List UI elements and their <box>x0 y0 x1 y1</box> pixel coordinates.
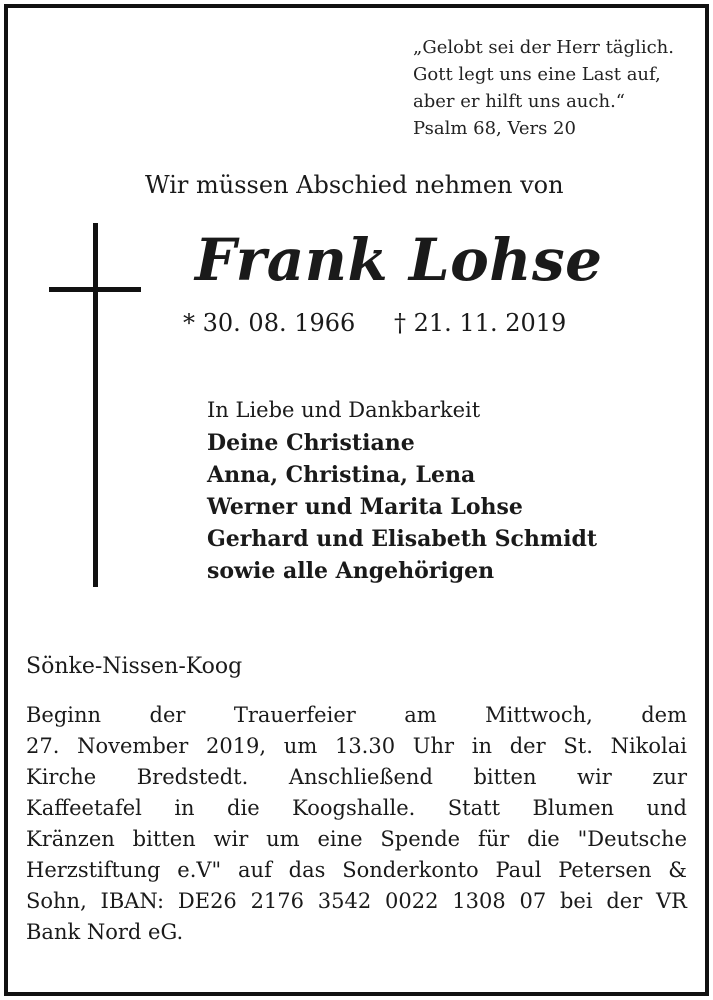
family-member: Gerhard und Elisabeth Schmidt <box>207 526 598 552</box>
funeral-line: 27. November 2019, um 13.30 Uhr in der St. Nikolai <box>26 734 687 758</box>
quote-line: aber er hilft uns auch.“ <box>413 91 626 112</box>
funeral-line: Bank Nord eG. <box>26 920 184 944</box>
quote-source: Psalm 68, Vers 20 <box>413 118 576 139</box>
birth-date: * 30. 08. 1966 <box>183 309 356 337</box>
funeral-line: Beginn der Trauerfeier am Mittwoch, dem <box>26 703 687 727</box>
funeral-line: Kirche Bredstedt. Anschließend bitten wir zur <box>26 765 687 789</box>
family-member: Deine Christiane <box>207 430 415 456</box>
funeral-line: Herzstiftung e.V" auf das Sonderkonto Paul Petersen & <box>26 858 687 882</box>
place-name: Sönke-Nissen-Koog <box>26 654 243 679</box>
cross-icon <box>93 223 98 587</box>
quote-line: „Gelobt sei der Herr täglich. <box>413 37 674 58</box>
death-date: † 21. 11. 2019 <box>394 309 567 337</box>
funeral-line: Kaffeetafel in die Koogshalle. Statt Blumen und <box>26 796 687 820</box>
deceased-name: Frank Lohse <box>195 226 603 294</box>
family-member: Werner und Marita Lohse <box>207 494 523 520</box>
psalm-quote <box>413 34 698 142</box>
family-block <box>207 394 677 587</box>
funeral-details <box>26 700 687 948</box>
family-member: Anna, Christina, Lena <box>207 462 476 488</box>
funeral-line: Sohn, IBAN: DE26 2176 3542 0022 1308 07 bei der VR <box>26 889 687 913</box>
quote-line: Gott legt uns eine Last auf, <box>413 64 661 85</box>
cross-icon-bar <box>49 287 141 292</box>
farewell-intro: Wir müssen Abschied nehmen von <box>145 171 564 199</box>
family-member: sowie alle Angehörigen <box>207 558 495 584</box>
family-intro: In Liebe und Dankbarkeit <box>207 398 481 422</box>
funeral-line: Kränzen bitten wir um eine Spende für die "Deutsche <box>26 827 687 851</box>
